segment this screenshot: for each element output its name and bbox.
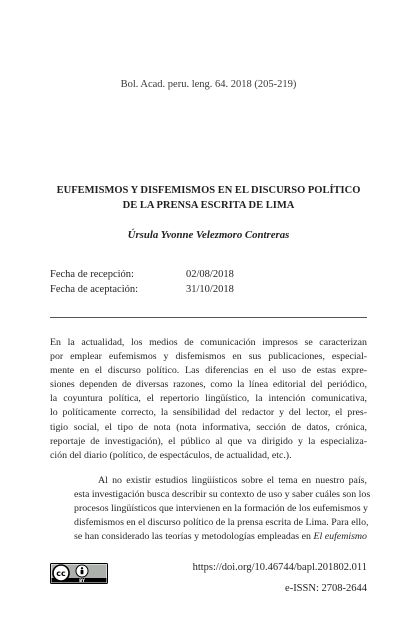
- doi-link[interactable]: https://doi.org/10.46744/bapl.201802.011: [192, 562, 367, 573]
- text-line: tigio social, el tipo de nota (nota informativa, sección de datos, crónica,: [50, 421, 367, 433]
- text-line: esta investigación busca describir su contexto de uso y saber cuáles son los: [74, 488, 371, 500]
- text-line: mente en el discurso político. Las diferencias en el uso de estas expre-: [50, 365, 367, 377]
- creative-commons-by-icon[interactable]: [50, 563, 108, 584]
- article-title: [40, 183, 377, 213]
- acceptance-date-value: 31/10/2018: [186, 283, 234, 295]
- title-line: EUFEMISMOS Y DISFEMISMOS EN EL DISCURSO POLÍTICO: [56, 185, 361, 196]
- author-name: Úrsula Yvonne Velezmoro Contreras: [127, 229, 290, 241]
- acceptance-date-label: Fecha de aceptación:: [50, 283, 139, 295]
- by-label: BY: [79, 578, 85, 583]
- text-line: por emplear eufemismos y disfemismos en sus publicaciones, especial-: [50, 351, 367, 363]
- cc-label: cc: [56, 569, 66, 578]
- text-line: siones dependen de diversas razones, como la línea editorial del periódico,: [50, 379, 367, 391]
- issn: e-ISSN: 2708-2644: [285, 583, 367, 594]
- text-line: ción del diario (político, de espectáculos, de actualidad, etc.).: [50, 449, 292, 461]
- abstract-paragraph-1: [50, 336, 367, 463]
- text-line: En la actualidad, los medios de comunicación impresos se caracterizan: [50, 337, 367, 348]
- abstract-paragraph-2: [50, 474, 371, 544]
- dates-block: [50, 268, 234, 297]
- text-line: disfemismos en el discurso político de la prensa escrita de Lima. Para ello,: [74, 517, 369, 529]
- text-line: [50, 530, 367, 544]
- text-line: Al no existir estudios lingüísticos sobre el tema en nuestro país,: [98, 474, 367, 486]
- reception-date-label: Fecha de recepción:: [50, 269, 134, 280]
- text-line-prefix: se han considerado las teorías y metodologías empleadas en: [74, 531, 314, 543]
- abstract: [50, 336, 371, 544]
- acceptance-date-row: [50, 283, 234, 298]
- book-title-italic: El eufemismo: [313, 531, 367, 543]
- text-line: lo políticamente correcto, la sensibilidad del redactor y del lector, el pres-: [50, 407, 367, 419]
- text-line: la coyuntura política, el repertorio lingüístico, la intención comunicativa,: [50, 393, 367, 405]
- text-line: procesos lingüísticos que intervienen en la formación de los eufemismos y: [74, 503, 368, 515]
- text-line: reportaje de investigación), el público al que va dirigido y la especializa-: [50, 435, 367, 447]
- reception-date-value: 02/08/2018: [186, 269, 234, 280]
- separator-rule: [50, 317, 367, 318]
- journal-reference: Bol. Acad. peru. leng. 64. 2018 (205-219): [120, 79, 297, 90]
- reception-date-row: [50, 268, 234, 283]
- title-line: DE LA PRENSA ESCRITA DE LIMA: [122, 200, 295, 211]
